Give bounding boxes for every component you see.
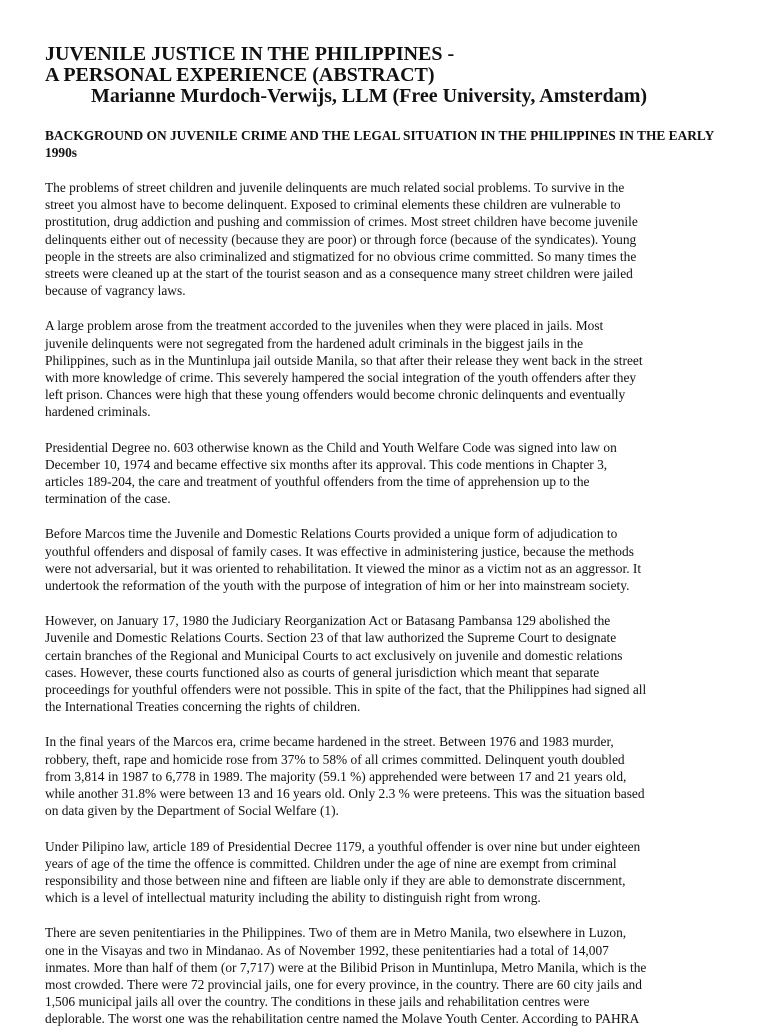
paragraph-line: hardened criminals.	[45, 404, 151, 420]
paragraph-line: A large problem arose from the treatment accorded to the juveniles when they were placed in jails. Most	[45, 318, 604, 334]
paragraph-line: because of vagrancy laws.	[45, 283, 186, 299]
paragraph-line: streets were cleaned up at the start of the tourist season and as a consequence many street children were jailed	[45, 266, 633, 282]
paragraph-line: while another 31.8% were between 13 and 16 years old. Only 2.3 % were preteens. This was the situation based	[45, 786, 645, 802]
body-text	[45, 179, 725, 1028]
paragraph-line: articles 189-204, the care and treatment of youthful offenders from the time of apprehension up to the	[45, 474, 590, 490]
paragraph	[45, 924, 725, 1027]
paragraph-line: termination of the case.	[45, 491, 171, 507]
paragraph-line: cases. However, these courts functioned also as courts of general jurisdiction which meant that separate	[45, 664, 600, 680]
paragraph	[45, 317, 725, 420]
paragraph-line: from 3,814 in 1987 to 6,778 in 1989. The majority (59.1 %) apprehended were between 17 and 21 years old,	[45, 768, 627, 784]
paragraph	[45, 179, 725, 299]
paragraph-line: Presidential Degree no. 603 otherwise known as the Child and Youth Welfare Code was signed into law on	[45, 439, 617, 455]
paragraph-line: Before Marcos time the Juvenile and Domestic Relations Courts provided a unique form of adjudication to	[45, 526, 618, 542]
paragraph	[45, 439, 725, 508]
paragraph-line: delinquents either out of necessity (because they are poor) or through force (because of the syndicates). Young	[45, 231, 637, 247]
paragraph-line: December 10, 1974 and became effective six months after its approval. This code mentions in Chapter 3,	[45, 456, 608, 472]
paragraph-line: with more knowledge of crime. This severely hampered the social integration of the youth offenders after they	[45, 370, 637, 386]
paragraph	[45, 838, 725, 907]
paragraph-line: certain branches of the Regional and Municipal Courts to act exclusively on juvenile and domestic relations	[45, 647, 623, 663]
section-heading: BACKGROUND ON JUVENILE CRIME AND THE LEGAL SITUATION IN THE PHILIPPINES IN THE EARLY 1990s	[45, 128, 714, 160]
author-line: Marianne Murdoch-Verwijs, LLM (Free University, Amsterdam)	[91, 85, 648, 107]
paragraph-line: people in the streets are also criminalized and stigmatized for no obvious crime committed. So many times the	[45, 248, 637, 264]
paragraph-line: juvenile delinquents were not segregated from the hardened adult criminals in the biggest jails in the	[45, 335, 584, 351]
paragraph-line: deplorable. The worst one was the rehabilitation centre named the Molave Youth Center. According to PAHRA	[45, 1011, 640, 1027]
paragraph-line: In the final years of the Marcos era, crime became hardened in the street. Between 1976 and 1983 murder,	[45, 734, 614, 750]
paragraph-line: street you almost have to become delinquent. Exposed to criminal elements these children are vulnerable to	[45, 197, 621, 213]
paragraph	[45, 525, 725, 594]
paragraph-line: which is a level of intellectual maturity including the ability to distinguish right from wrong.	[45, 890, 541, 906]
paragraph-line: were not adversarial, but it was oriented to rehabilitation. It viewed the minor as a victim not as an aggressor. It	[45, 560, 642, 576]
paragraph	[45, 733, 725, 819]
paragraph-line: the International Treaties concerning the rights of children.	[45, 699, 361, 715]
paragraph	[45, 612, 725, 715]
paragraph-line: proceedings for youthful offenders were not possible. This in spite of the fact, that the Philippines had signed all	[45, 682, 647, 698]
document-page	[45, 44, 725, 1028]
paragraph-line: years of age of the time the offence is committed. Children under the age of nine are exempt from criminal	[45, 855, 617, 871]
title-line-1: JUVENILE JUSTICE IN THE PHILIPPINES -	[45, 43, 455, 65]
paragraph-line: Under Pilipino law, article 189 of Presidential Decree 1179, a youthful offender is over nine but under eighteen	[45, 838, 641, 854]
paragraph-line: There are seven penitentiaries in the Philippines. Two of them are in Metro Manila, two elsewhere in Luzon,	[45, 925, 627, 941]
paragraph-line: However, on January 17, 1980 the Judiciary Reorganization Act or Batasang Pambansa 129 abolished the	[45, 613, 611, 629]
paragraph-line: undertook the reformation of the youth with the purpose of integration of him or her into mainstream society.	[45, 578, 630, 594]
paragraph-line: responsibility and those between nine and fifteen are liable only if they are able to demonstrate discernment,	[45, 872, 626, 888]
title-line-2: A PERSONAL EXPERIENCE (ABSTRACT)	[45, 64, 435, 86]
document-title	[45, 44, 725, 107]
paragraph-line: inmates. More than half of them (or 7,717) were at the Bilibid Prison in Muntinlupa, Metro Manila, which is the	[45, 959, 647, 975]
paragraph-line: left prison. Chances were high that these young offenders would become chronic delinquents and eventually	[45, 387, 626, 403]
paragraph-line: one in the Visayas and two in Mindanao. As of November 1992, these penitentiaries had a total of 14,007	[45, 942, 609, 958]
paragraph-line: youthful offenders and disposal of family cases. It was effective in administering justice, because the methods	[45, 543, 634, 559]
paragraph-line: on data given by the Department of Social Welfare (1).	[45, 803, 339, 819]
paragraph-line: most crowded. There were 72 provincial jails, one for every province, in the country. There are 60 city jails and	[45, 976, 642, 992]
paragraph-line: prostitution, drug addiction and pushing and commission of crimes. Most street children have become juvenile	[45, 214, 638, 230]
paragraph-line: Juvenile and Domestic Relations Courts. Section 23 of that law authorized the Supreme Court to designate	[45, 630, 617, 646]
paragraph-line: robbery, theft, rape and homicide rose from 37% to 58% of all crimes committed. Delinquent youth doubled	[45, 751, 625, 767]
paragraph-line: 1,506 municipal jails all over the country. The conditions in these jails and rehabilitation centres were	[45, 994, 590, 1010]
paragraph-line: The problems of street children and juvenile delinquents are much related social problems. To survive in the	[45, 180, 625, 195]
paragraph-line: Philippines, such as in the Muntinlupa jail outside Manila, so that after their release they went back in the street	[45, 352, 643, 368]
